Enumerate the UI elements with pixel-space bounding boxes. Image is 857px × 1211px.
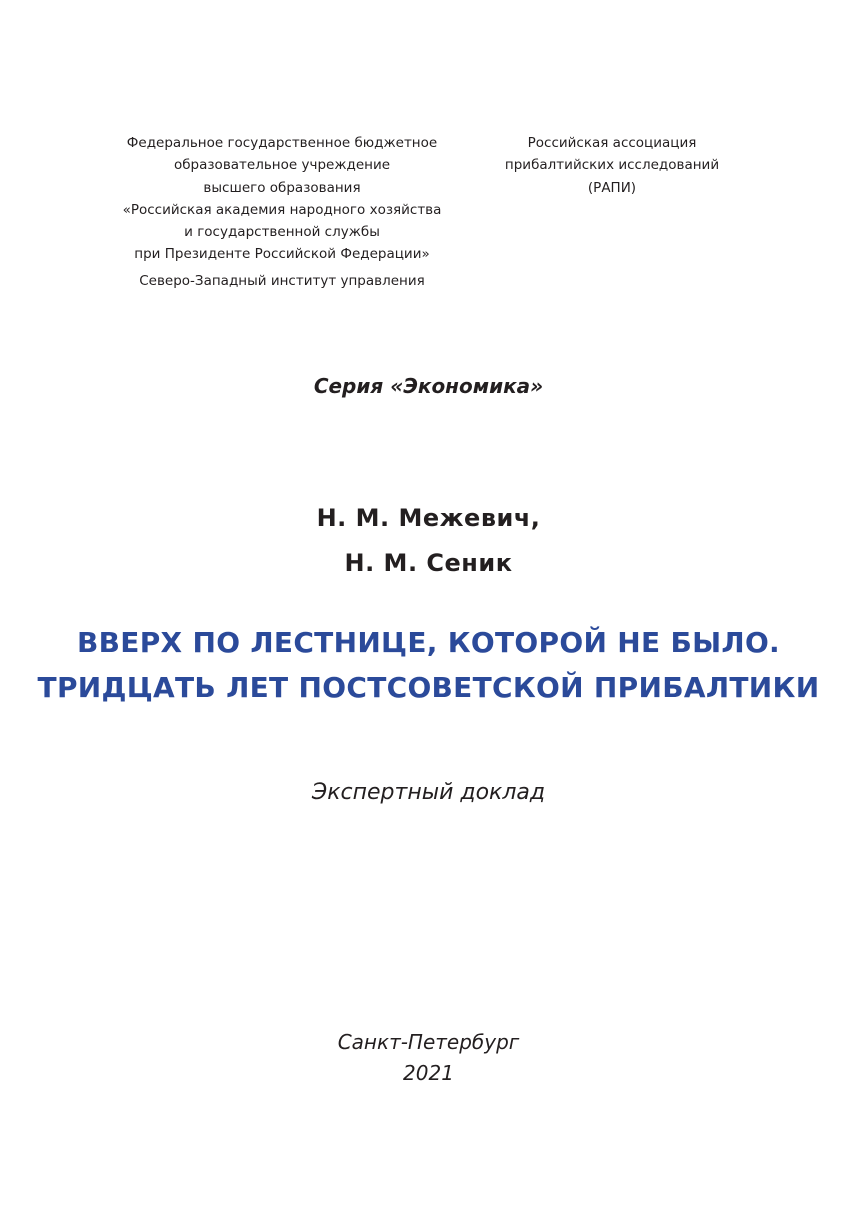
publisher-line: образовательное учреждение xyxy=(173,157,391,174)
institute-name: Северо-Западный институт управления xyxy=(139,272,425,289)
book-title-line: ВВЕРХ ПО ЛЕСТНИЦЕ, КОТОРОЙ НЕ БЫЛО. xyxy=(77,626,780,659)
authors-block xyxy=(0,496,857,586)
association-line: Российская ассоциация xyxy=(527,135,697,151)
imprint-city: Санкт-Петербург xyxy=(337,1030,520,1054)
association-block xyxy=(482,132,742,199)
book-title xyxy=(0,620,857,710)
publisher-line: «Российская академия народного хозяйства xyxy=(122,201,442,218)
publisher-organization-block xyxy=(112,132,452,292)
publisher-line: и государственной службы xyxy=(184,224,380,241)
author-name: Н. М. Межевич, xyxy=(316,504,541,532)
imprint-year: 2021 xyxy=(403,1061,454,1085)
imprint-block xyxy=(0,1027,857,1089)
association-line: прибалтийских исследований xyxy=(504,157,720,174)
publisher-line: при Президенте Российской Федерации» xyxy=(134,246,430,263)
publisher-line: Федеральное государственное бюджетное xyxy=(126,135,438,151)
book-title-line: ТРИДЦАТЬ ЛЕТ ПОСТСОВЕТСКОЙ ПРИБАЛТИКИ xyxy=(37,671,820,704)
association-line: (РАПИ) xyxy=(587,179,637,196)
author-name: Н. М. Сеник xyxy=(344,549,513,577)
series-title: Серия «Экономика» xyxy=(313,374,544,398)
publication-genre: Экспертный доклад xyxy=(311,780,546,805)
publisher-line: высшего образования xyxy=(203,179,361,196)
